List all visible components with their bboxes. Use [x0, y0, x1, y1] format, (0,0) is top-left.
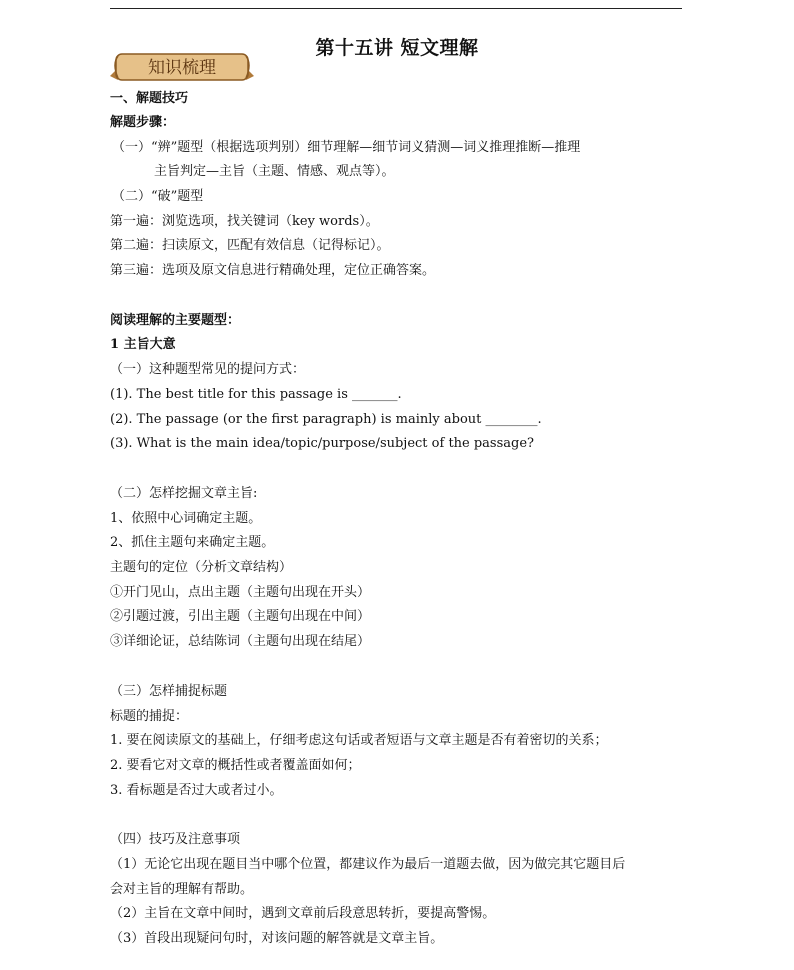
text-line: 2. 要看它对文章的概括性或者覆盖面如何； [110, 758, 361, 773]
text-line: 1、依照中心词确定主题。 [110, 511, 262, 526]
text-line: 1. 要在阅读原文的基础上，仔细考虑这句话或者短语与文章主题是否有着密切的关系； [110, 733, 608, 748]
banner-text: 知识梳理 [148, 58, 216, 78]
subheading: 解题步骤： [110, 115, 176, 130]
text-line: (1). The best title for this passage is _______. [110, 387, 402, 402]
subheading: 阅读理解的主要题型： [110, 313, 241, 328]
subheading: 1 主旨大意 [110, 337, 176, 352]
section-heading: 一、解题技巧 [110, 91, 189, 106]
text-line: （一）“辨”题型（根据选项判别）细节理解—细节词义猜测—词义推理推断—推理 [112, 140, 581, 155]
text-line: ②引题过渡，引出主题（主题句出现在中间） [110, 609, 371, 624]
text-line: (3). What is the main idea/topic/purpose/subject of the passage? [110, 436, 535, 451]
text-line: （二）怎样挖掘文章主旨: [110, 486, 258, 501]
text-line: (2). The passage (or the first paragraph) is mainly about ________. [110, 412, 542, 427]
text-line: 3. 看标题是否过大或者过小。 [110, 783, 283, 798]
text-line: （三）怎样捕捉标题 [110, 684, 228, 699]
page-title: 第十五讲 短文理解 [315, 37, 479, 59]
text-line: 2、抓住主题句来确定主题。 [110, 535, 275, 550]
text-line: ③详细论证，总结陈词（主题句出现在结尾） [110, 634, 371, 649]
text-line: 会对主旨的理解有帮助。 [110, 882, 254, 897]
text-line: （二）“破”题型 [112, 189, 204, 204]
text-line: （3）首段出现疑问句时，对该问题的解答就是文章主旨。 [110, 931, 444, 946]
text-line: 第三遍：选项及原文信息进行精确处理，定位正确答案。 [110, 263, 436, 278]
text-line: 第二遍：扫读原文，匹配有效信息（记得标记）。 [110, 238, 390, 253]
text-line: 标题的捕捉： [110, 709, 189, 724]
text-line: （一）这种题型常见的提问方式： [110, 362, 306, 377]
top-rule [110, 8, 682, 9]
text-line: 主旨判定—主旨（主题、情感、观点等）。 [154, 164, 395, 179]
text-line: 第一遍：浏览选项，找关键词（key words）。 [110, 214, 379, 229]
text-line: （2）主旨在文章中间时，遇到文章前后段意思转折，要提高警惕。 [110, 906, 496, 921]
text-line: ①开门见山，点出主题（主题句出现在开头） [110, 585, 371, 600]
text-line: （1）无论它出现在题目当中哪个位置，都建议作为最后一道题去做，因为做完其它题目后 [110, 857, 626, 872]
text-line: 主题句的定位（分析文章结构） [110, 560, 293, 575]
text-line: （四）技巧及注意事项 [110, 832, 241, 847]
